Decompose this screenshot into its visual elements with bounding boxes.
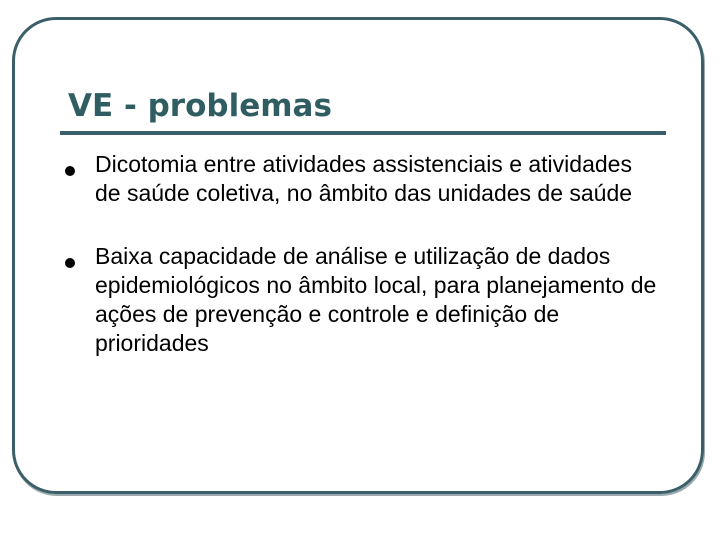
bullet-item: [60, 150, 660, 208]
bullet-list: [60, 150, 660, 392]
bullet-item: [60, 242, 660, 358]
bullet-dot-icon: [65, 258, 75, 268]
bullet-text: Baixa capacidade de análise e utilização de dados epidemiológicos no âmbito local, para planejamento de ações de prevenção e controle e definição de prioridades: [95, 243, 657, 356]
slide-title: VE - problemas: [68, 88, 332, 124]
title-underline: [60, 131, 666, 135]
bullet-dot-icon: [65, 166, 75, 176]
bullet-text: Dicotomia entre atividades assistenciais e atividades de saúde coletiva, no âmbito das unidades de saúde: [95, 151, 633, 206]
